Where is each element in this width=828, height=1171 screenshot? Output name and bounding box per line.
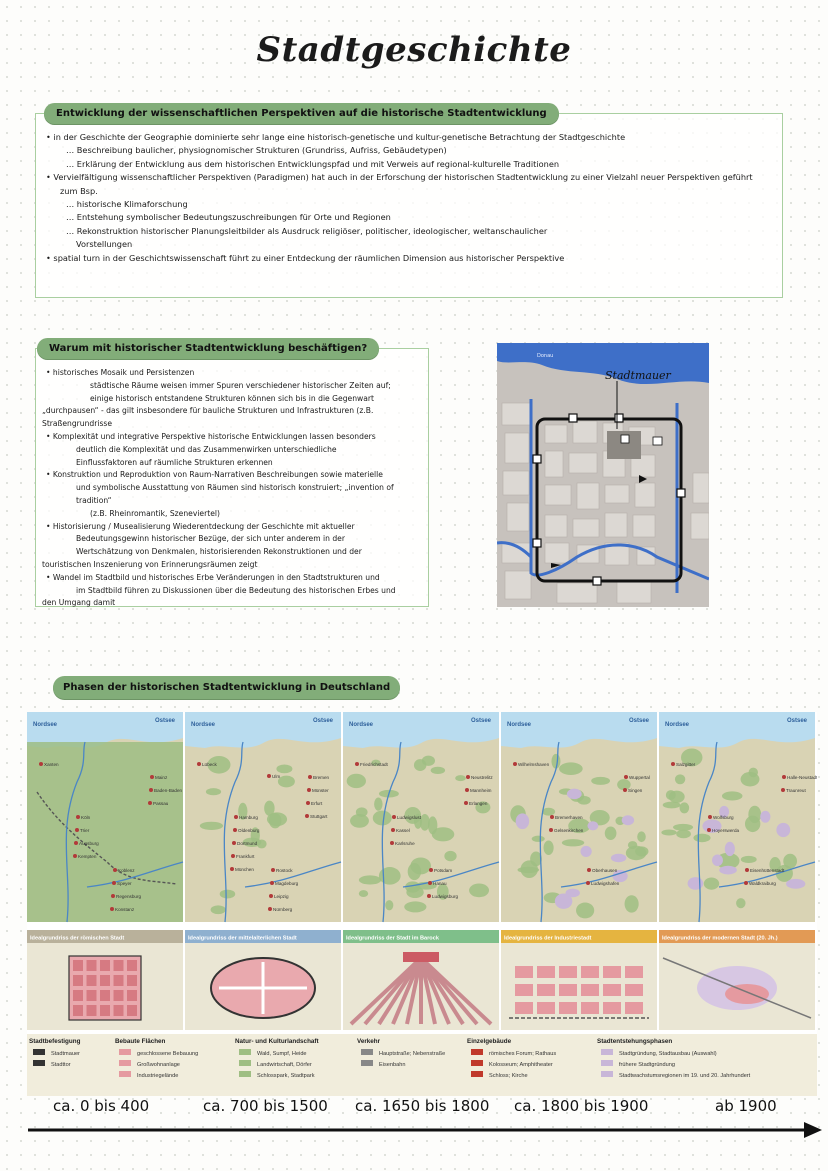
sea-label: Nordsee xyxy=(191,722,216,728)
legend-item-label: Stadttor xyxy=(51,1062,71,1068)
legend-item-label: Hauptstraße; Nebenstraße xyxy=(379,1051,446,1057)
city-dot xyxy=(390,841,394,845)
city-dot xyxy=(269,894,273,898)
city-dot xyxy=(150,775,154,779)
city-label: Mainz xyxy=(155,775,168,780)
legend-swatch xyxy=(239,1060,251,1066)
legend-swatch xyxy=(119,1060,131,1066)
city-label: Erlangen xyxy=(469,801,488,806)
text-line: • in der Geschichte der Geographie dominierte sehr lange eine historisch-genetische und kultur-genetische Betrachtung der Stadtgeschichte xyxy=(46,132,626,142)
text-line: … Beschreibung baulicher, physiognomischer Strukturen (Grundriss, Aufriss, Gebäudetypen) xyxy=(66,145,447,156)
text-line: Einflussfaktoren auf räumliche Strukturen erkennen xyxy=(76,457,273,467)
city-label: Wolfsburg xyxy=(713,815,734,820)
city-label: Potsdam xyxy=(434,868,453,873)
city-dot xyxy=(586,881,590,885)
phase-map-5 xyxy=(659,712,817,1030)
text-line: (z.B. Rheinromantik, Szeneviertel) xyxy=(90,508,220,518)
sea-label: Nordsee xyxy=(349,722,374,728)
phase-map-3 xyxy=(343,712,499,1030)
city-dot xyxy=(587,868,591,872)
city-label: Bremen xyxy=(313,775,330,780)
legend-group-title: Bebaute Flächen xyxy=(115,1038,166,1045)
city-dot xyxy=(112,881,116,885)
city-label: Koblenz xyxy=(118,868,135,873)
city-label: Augsburg xyxy=(79,841,99,846)
legend-group-title: Stadtbefestigung xyxy=(29,1038,81,1045)
period-label: ca. 1650 bis 1800 xyxy=(355,1097,490,1115)
legend-swatch xyxy=(239,1071,251,1077)
city-dot xyxy=(308,775,312,779)
city-dot xyxy=(197,762,201,766)
city-label: Konstanz xyxy=(115,907,135,912)
text-line: • Komplexität und integrative Perspektive historische Entwicklungen lassen besonders xyxy=(46,431,376,441)
text-line: • Historisierung / Musealisierung Wiederentdeckung der Geschichte mit aktueller xyxy=(46,521,355,531)
city-label: Wilhelmshaven xyxy=(518,762,550,767)
city-dot xyxy=(305,814,309,818)
section-phases-heading: Phasen der historischen Stadtentwicklung in Deutschland xyxy=(53,676,400,699)
legend-swatch xyxy=(601,1060,613,1066)
period-label: ca. 0 bis 400 xyxy=(53,1097,150,1115)
ideal-plan-4 xyxy=(501,930,657,1030)
legend-group-title: Verkehr xyxy=(357,1038,381,1045)
text-line: • historisches Mosaik und Persistenzen xyxy=(46,368,195,377)
city-label: Oberhausen xyxy=(592,868,618,873)
legend-item-label: Kolosseum; Amphitheater xyxy=(489,1062,553,1068)
city-label: Salzgitter xyxy=(676,762,696,767)
city-label: Karlsruhe xyxy=(395,841,415,846)
text-line: Wertschätzung von Denkmalen, historisierenden Rekonstruktionen und der xyxy=(76,547,362,557)
sea-label: Ostsee xyxy=(787,718,808,724)
text-line: „durchpausen“ - das gilt insbesondere für bauliche Strukturen und Infrastrukturen (z.B. xyxy=(42,406,374,416)
text-line: den Umgang damit xyxy=(42,598,116,608)
phase-map-4 xyxy=(501,712,657,1030)
city-dot xyxy=(427,894,431,898)
ideal-plan-title: Idealgrundriss der mittelalterlichen Stadt xyxy=(188,935,297,942)
city-label: Trier xyxy=(80,828,90,833)
legend-item-label: geschlossene Bebauung xyxy=(137,1051,199,1057)
phases-figure xyxy=(27,712,817,1096)
sea-label: Nordsee xyxy=(507,722,532,728)
legend-group-title: Einzelgebäude xyxy=(467,1038,512,1045)
text-line: einige historisch entstandene Strukturen können sich bis in die Gegenwart xyxy=(90,393,374,403)
text-line: … Rekonstruktion historischer Planungsleitbilder als Ausdruck religiöser, politischer, ideologischer, weltanschaulicher xyxy=(66,225,548,236)
city-label: Ludwigslust xyxy=(397,815,422,820)
city-dot xyxy=(708,815,712,819)
section-why-text xyxy=(42,367,427,610)
legend-swatch xyxy=(119,1049,131,1055)
city-dot xyxy=(75,828,79,832)
city-label: Magdeburg xyxy=(275,881,299,886)
city-label: München xyxy=(235,867,254,872)
city-label: Kassel xyxy=(396,828,410,833)
city-dot xyxy=(148,801,152,805)
legend-item-label: Schloss; Kirche xyxy=(489,1073,528,1079)
city-dot xyxy=(230,867,234,871)
text-line: deutlich die Komplexität und das Zusammenwirken unterschiedliche xyxy=(76,444,337,454)
city-label: Nürnberg xyxy=(273,907,293,912)
sea-label: Ostsee xyxy=(471,718,492,724)
period-labels xyxy=(0,1097,828,1119)
city-dot xyxy=(234,815,238,819)
city-label: Lübeck xyxy=(202,762,217,767)
legend-swatch xyxy=(361,1049,373,1055)
city-label: Hanau xyxy=(433,881,447,886)
city-dot xyxy=(428,881,432,885)
city-label: Gelsenkirchen xyxy=(554,828,584,833)
legend-swatch xyxy=(119,1071,131,1077)
city-dot xyxy=(392,815,396,819)
city-dot xyxy=(623,788,627,792)
city-label: Oldenburg xyxy=(238,828,260,833)
city-dot xyxy=(624,775,628,779)
city-label: Regensburg xyxy=(116,894,142,899)
legend-item-label: Landwirtschaft, Dörfer xyxy=(257,1062,312,1068)
legend-group-title: Natur- und Kulturlandschaft xyxy=(235,1038,319,1045)
city-label: Bremerhaven xyxy=(555,815,583,820)
city-dot xyxy=(707,828,711,832)
legend-swatch xyxy=(601,1049,613,1055)
city-dot xyxy=(231,854,235,858)
city-label: Kempten xyxy=(78,854,97,859)
sea-label: Ostsee xyxy=(155,718,176,724)
section-perspectives-heading: Entwicklung der wissenschaftlichen Perspektiven auf die historische Stadtentwicklung xyxy=(44,103,559,124)
legend-item-label: Stadtgründung, Stadtausbau (Auswahl) xyxy=(619,1051,717,1057)
city-label: Leipzig xyxy=(274,894,289,899)
city-dot xyxy=(267,774,271,778)
sea-label: Ostsee xyxy=(629,718,650,724)
text-line: • Vervielfältigung wissenschaftlicher Perspektiven (Paradigmen) hat auch in der Erforschung der historischen Stadtentwicklung zu einer Vielzahl neuer Perspektiven geführt xyxy=(46,172,753,183)
ideal-plan-title: Idealgrundriss der Industriestadt xyxy=(504,935,592,942)
ideal-plan-title: Idealgrundriss der römischen Stadt xyxy=(30,935,125,942)
text-line: • spatial turn in der Geschichtswissenschaft führt zu einer Entdeckung der räumlichen Dimension aus historischer Perspektive xyxy=(46,252,565,263)
city-dot xyxy=(549,828,553,832)
city-wall-label: Stadtmauer xyxy=(605,369,671,382)
text-line: im Stadtbild führen zu Diskussionen über die Bedeutung des historischen Erbes und xyxy=(76,585,396,595)
city-label: Halle-Neustadt xyxy=(787,775,817,780)
city-label: Hoyerswerda xyxy=(712,828,740,833)
city-label: Speyer xyxy=(117,881,132,886)
sea-label: Nordsee xyxy=(665,722,690,728)
city-label: Waldkraiburg xyxy=(749,881,776,886)
text-line: Straßengrundrisse xyxy=(42,419,113,429)
period-label: ca. 700 bis 1500 xyxy=(203,1097,328,1115)
city-label: Wuppertal xyxy=(629,775,650,780)
city-label: Erfurt xyxy=(311,801,323,806)
text-line: • Konstruktion und Reproduktion von Raum-Narrativen Beschreibungen sowie materielle xyxy=(46,470,383,480)
text-line: • Wandel im Stadtbild und historisches Erbe Veränderungen in den Stadtstrukturen und xyxy=(46,572,380,582)
city-dot xyxy=(306,801,310,805)
text-line: städtische Räume weisen immer Spuren verschiedener historischer Zeiten auf; xyxy=(90,380,391,390)
legend-swatch xyxy=(471,1049,483,1055)
legend-item-label: Stadtmauer xyxy=(51,1051,80,1057)
city-wall-map-graphic xyxy=(497,343,709,607)
legend-item-label: Wald, Sumpf, Heide xyxy=(257,1051,307,1057)
city-dot xyxy=(429,868,433,872)
city-label: Neustrelitz xyxy=(471,775,493,780)
city-label: Mannheim xyxy=(470,788,492,793)
ideal-plan-title: Idealgrundriss der Stadt im Barock xyxy=(346,935,439,942)
sea-label: Nordsee xyxy=(33,722,58,728)
legend-item-label: Schlosspark, Stadtpark xyxy=(257,1073,315,1079)
text-line: touristischen Inszenierung von Erinnerungsräumen zeigt xyxy=(42,559,258,569)
city-label: Friedrichstadt xyxy=(360,762,388,767)
city-dot xyxy=(465,788,469,792)
city-dot xyxy=(671,762,675,766)
city-label: Ludwigshafen xyxy=(591,881,620,886)
city-label: Rostock xyxy=(276,868,293,873)
city-label: Ludwigsburg xyxy=(432,894,459,899)
city-label: Frankfurt xyxy=(236,854,255,859)
period-label: ca. 1800 bis 1900 xyxy=(514,1097,649,1115)
legend-item-label: Großwohnanlage xyxy=(137,1062,180,1068)
legend-swatch xyxy=(239,1049,251,1055)
text-line: … Erklärung der Entwicklung aus dem historischen Entwicklungspfad und mit Verweis auf regional-kulturelle Traditionen xyxy=(66,158,560,169)
city-label: Münster xyxy=(312,788,329,793)
legend-swatch xyxy=(33,1049,45,1055)
city-label: Hamburg xyxy=(239,815,258,820)
city-dot xyxy=(307,788,311,792)
city-label: Singen xyxy=(628,788,643,793)
text-line: zum Bsp. xyxy=(60,185,98,196)
city-dot xyxy=(781,788,785,792)
text-line: … historische Klimaforschung xyxy=(66,199,188,210)
city-label: Baden-Baden xyxy=(154,788,183,793)
city-dot xyxy=(355,762,359,766)
legend-swatch xyxy=(471,1071,483,1077)
city-dot xyxy=(270,881,274,885)
city-label: Xanten xyxy=(44,762,59,767)
city-dot xyxy=(74,841,78,845)
city-dot xyxy=(111,894,115,898)
section-perspectives-text xyxy=(42,131,777,265)
city-label: Dortmund xyxy=(237,841,258,846)
page-title: Stadtgeschichte xyxy=(256,30,572,70)
timeline-arrow xyxy=(28,1121,823,1139)
city-dot xyxy=(149,788,153,792)
text-line: … Entstehung symbolischer Bedeutungszuschreibungen für Orte und Regionen xyxy=(66,212,391,223)
city-dot xyxy=(268,907,272,911)
city-dot xyxy=(110,907,114,911)
ideal-plan-title: Idealgrundriss der modernen Stadt (20. Jh.) xyxy=(662,935,778,942)
legend-item-label: frühere Stadtgründung xyxy=(619,1062,675,1068)
city-dot xyxy=(233,828,237,832)
period-label: ab 1900 xyxy=(715,1097,777,1115)
city-dot xyxy=(391,828,395,832)
city-dot xyxy=(39,762,43,766)
legend-item-label: römisches Forum; Rathaus xyxy=(489,1051,557,1057)
section-why-heading: Warum mit historischer Stadtentwicklung beschäftigen? xyxy=(37,338,379,359)
city-label: Eisenhüttenstadt xyxy=(750,868,785,873)
city-label: Traunreut xyxy=(786,788,806,793)
city-dot xyxy=(232,841,236,845)
city-label: Köln xyxy=(81,815,91,820)
legend-swatch xyxy=(33,1060,45,1066)
legend-swatch xyxy=(601,1071,613,1077)
city-dot xyxy=(782,775,786,779)
city-dot xyxy=(744,881,748,885)
city-label: Ulm xyxy=(272,774,281,779)
city-wall-map xyxy=(497,343,709,607)
legend-item-label: Eisenbahn xyxy=(379,1062,406,1068)
city-dot xyxy=(271,868,275,872)
city-dot xyxy=(464,801,468,805)
legend-item-label: Industriegelände xyxy=(137,1073,179,1079)
city-dot xyxy=(113,868,117,872)
legend-swatch xyxy=(471,1060,483,1066)
sea-label: Ostsee xyxy=(313,718,334,724)
city-dot xyxy=(745,868,749,872)
city-dot xyxy=(76,815,80,819)
city-label: Passau xyxy=(153,801,169,806)
city-label: Stuttgart xyxy=(310,814,328,819)
river-label: Donau xyxy=(537,353,554,359)
legend-item-label: Stadtwachstumsregionen im 19. und 20. Jahrhundert xyxy=(619,1073,751,1079)
text-line: Bedeutungsgewinn historischer Bezüge, der sich unter anderem in der xyxy=(76,534,345,544)
phase-map-2 xyxy=(185,712,341,1030)
city-dot xyxy=(73,854,77,858)
city-dot xyxy=(466,775,470,779)
legend-swatch xyxy=(361,1060,373,1066)
phases-maps-graphic xyxy=(27,712,817,1096)
city-dot xyxy=(513,762,517,766)
text-line: tradition“ xyxy=(76,495,112,505)
legend-group-title: Stadtentstehungsphasen xyxy=(597,1038,673,1045)
text-line: Vorstellungen xyxy=(76,239,133,250)
text-line: und symbolische Ausstattung von Räumen sind historisch konstruiert; „invention of xyxy=(76,483,394,493)
city-dot xyxy=(550,815,554,819)
phase-map-1 xyxy=(27,712,183,1030)
